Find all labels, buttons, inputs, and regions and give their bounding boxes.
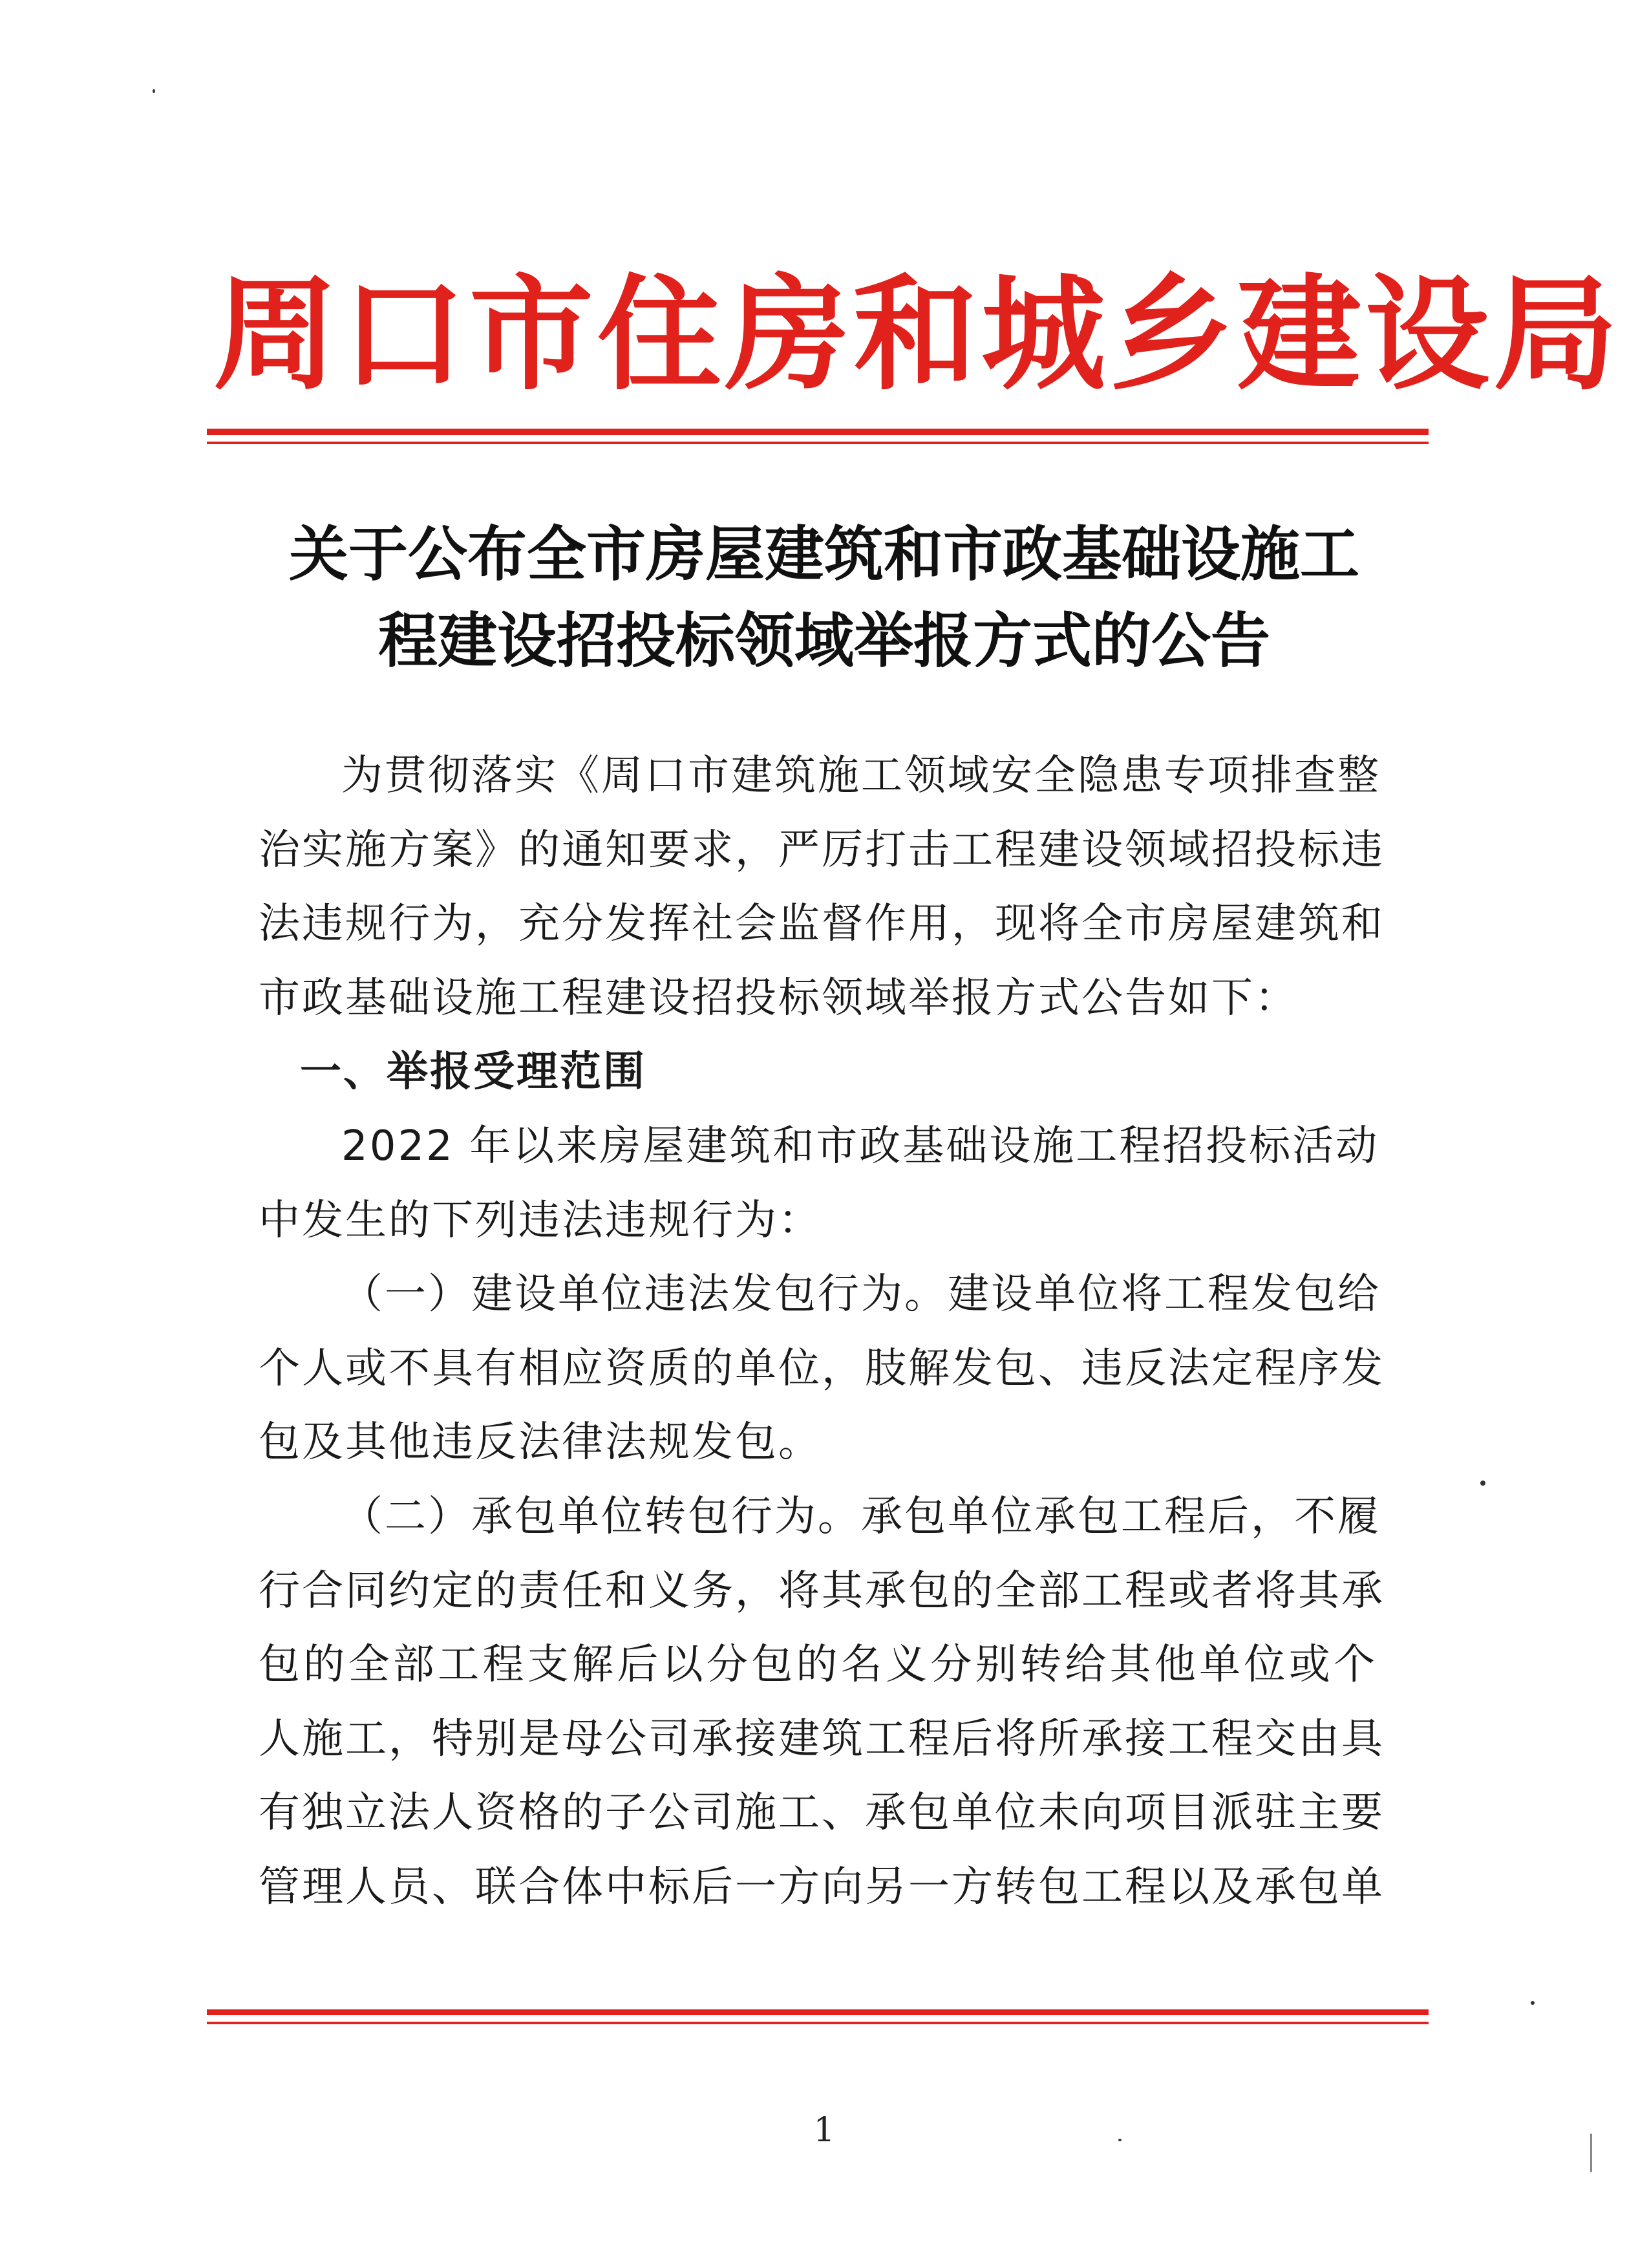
body-line: 包的全部工程支解后以分包的名义分别转给其他单位或个 [259,1641,1377,1689]
body-line: 为贯彻落实《周口市建筑施工领域安全隐患专项排查整 [341,752,1381,800]
scan-speck [1480,1481,1485,1486]
scan-speck [1590,2134,1592,2172]
body-line: 治实施方案》的通知要求，严厉打击工程建设领域招投标违 [259,826,1385,874]
title-line-1: 关于公布全市房屋建筑和市政基础设施工 [288,519,1359,589]
body-line: 管理人员、联合体中标后一方向另一方转包工程以及承包单 [259,1863,1385,1911]
document-title [213,511,1435,684]
body-line: （二）承包单位转包行为。承包单位承包工程后，不履 [341,1492,1381,1541]
body-line: 中发生的下列违法违规行为： [259,1196,822,1245]
body-line: 个人或不具有相应资质的单位，肢解发包、违反法定程序发 [259,1344,1385,1393]
footer-rule-thin [207,2022,1429,2024]
masthead-rule-thick [207,429,1429,435]
body-line: 法违规行为，充分发挥社会监督作用，现将全市房屋建筑和 [259,900,1385,948]
body-line: 人施工，特别是母公司承接建筑工程后将所承接工程交由具 [259,1715,1385,1763]
section-heading: 一、举报受理范围 [300,1048,646,1097]
masthead-rule-thin [207,442,1429,444]
body-line: 市政基础设施工程建设招投标领域举报方式公告如下： [259,974,1298,1022]
scan-speck [1118,2139,1122,2141]
body-line: （一）建设单位违法发包行为。建设单位将工程发包给 [341,1270,1381,1319]
footer-rule-thick [207,2009,1429,2015]
scan-speck [153,89,155,93]
page-number: 1 [813,2111,835,2150]
body-line: 2022 年以来房屋建筑和市政基础设施工程招投标活动 [341,1122,1379,1170]
scan-speck [1531,2001,1535,2005]
document-body [259,739,1385,1925]
body-line: 行合同约定的责任和义务，将其承包的全部工程或者将其承 [259,1567,1385,1615]
body-line: 有独立法人资格的子公司施工、承包单位未向项目派驻主要 [259,1789,1385,1837]
body-line: 包及其他违反法律法规发包。 [259,1418,822,1467]
issuer-masthead: 周口市住房和城乡建设局 [213,262,1621,407]
title-line-2: 程建设招投标领域举报方式的公告 [378,606,1270,676]
